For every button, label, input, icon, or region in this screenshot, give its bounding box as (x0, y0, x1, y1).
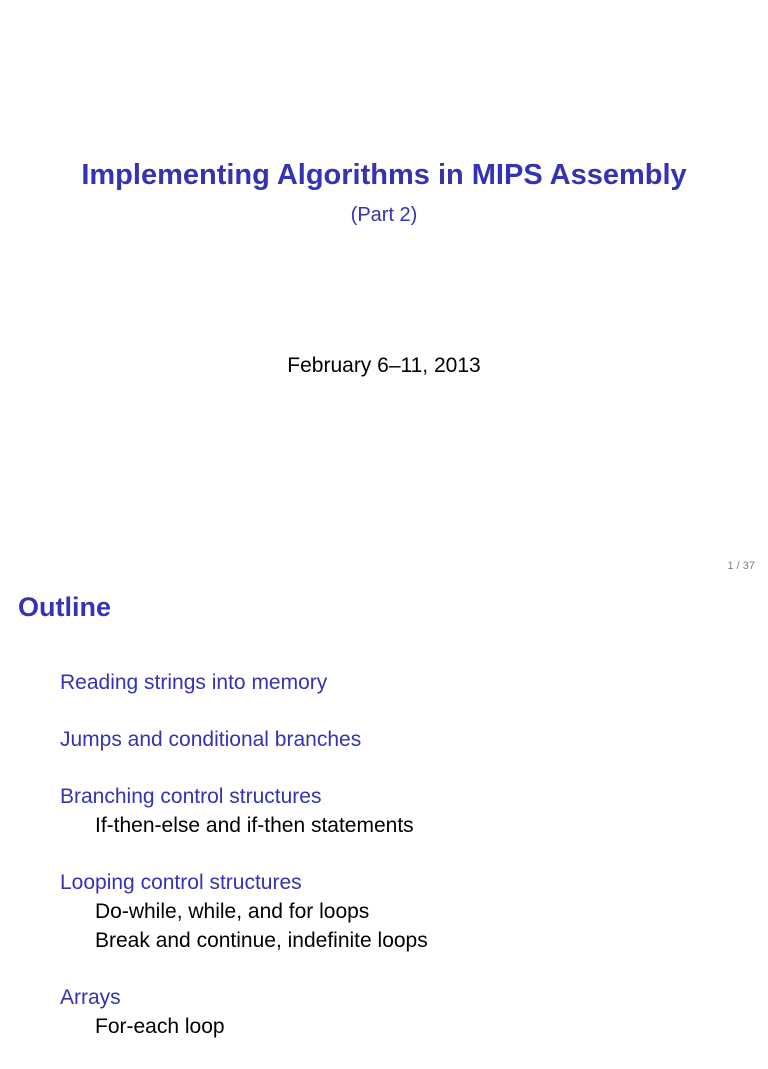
section-title-branching-control[interactable]: Branching control structures (60, 785, 322, 808)
outline-section (60, 868, 750, 955)
outline-list (60, 668, 750, 1069)
outline-section (60, 725, 750, 754)
subsection-item: If-then-else and if-then statements (95, 814, 414, 837)
outline-section (60, 983, 750, 1041)
outline-slide (0, 580, 768, 1038)
outline-section (60, 782, 750, 840)
section-title-arrays[interactable]: Arrays (60, 986, 121, 1009)
section-title-jumps-branches[interactable]: Jumps and conditional branches (60, 728, 362, 751)
presentation-subtitle: (Part 2) (350, 204, 418, 226)
outline-section (60, 668, 750, 697)
section-title-reading-strings[interactable]: Reading strings into memory (60, 671, 328, 694)
section-title-looping-control[interactable]: Looping control structures (60, 871, 302, 894)
presentation-title: Implementing Algorithms in MIPS Assembly (81, 159, 687, 191)
frame-title: Outline (18, 592, 111, 622)
presentation-date: February 6–11, 2013 (287, 354, 481, 377)
subsection-item: Break and continue, indefinite loops (95, 929, 428, 952)
subsection-item: Do-while, while, and for loops (95, 900, 370, 923)
page-number: 1 / 37 (727, 560, 755, 572)
subsection-item: For-each loop (95, 1015, 225, 1038)
